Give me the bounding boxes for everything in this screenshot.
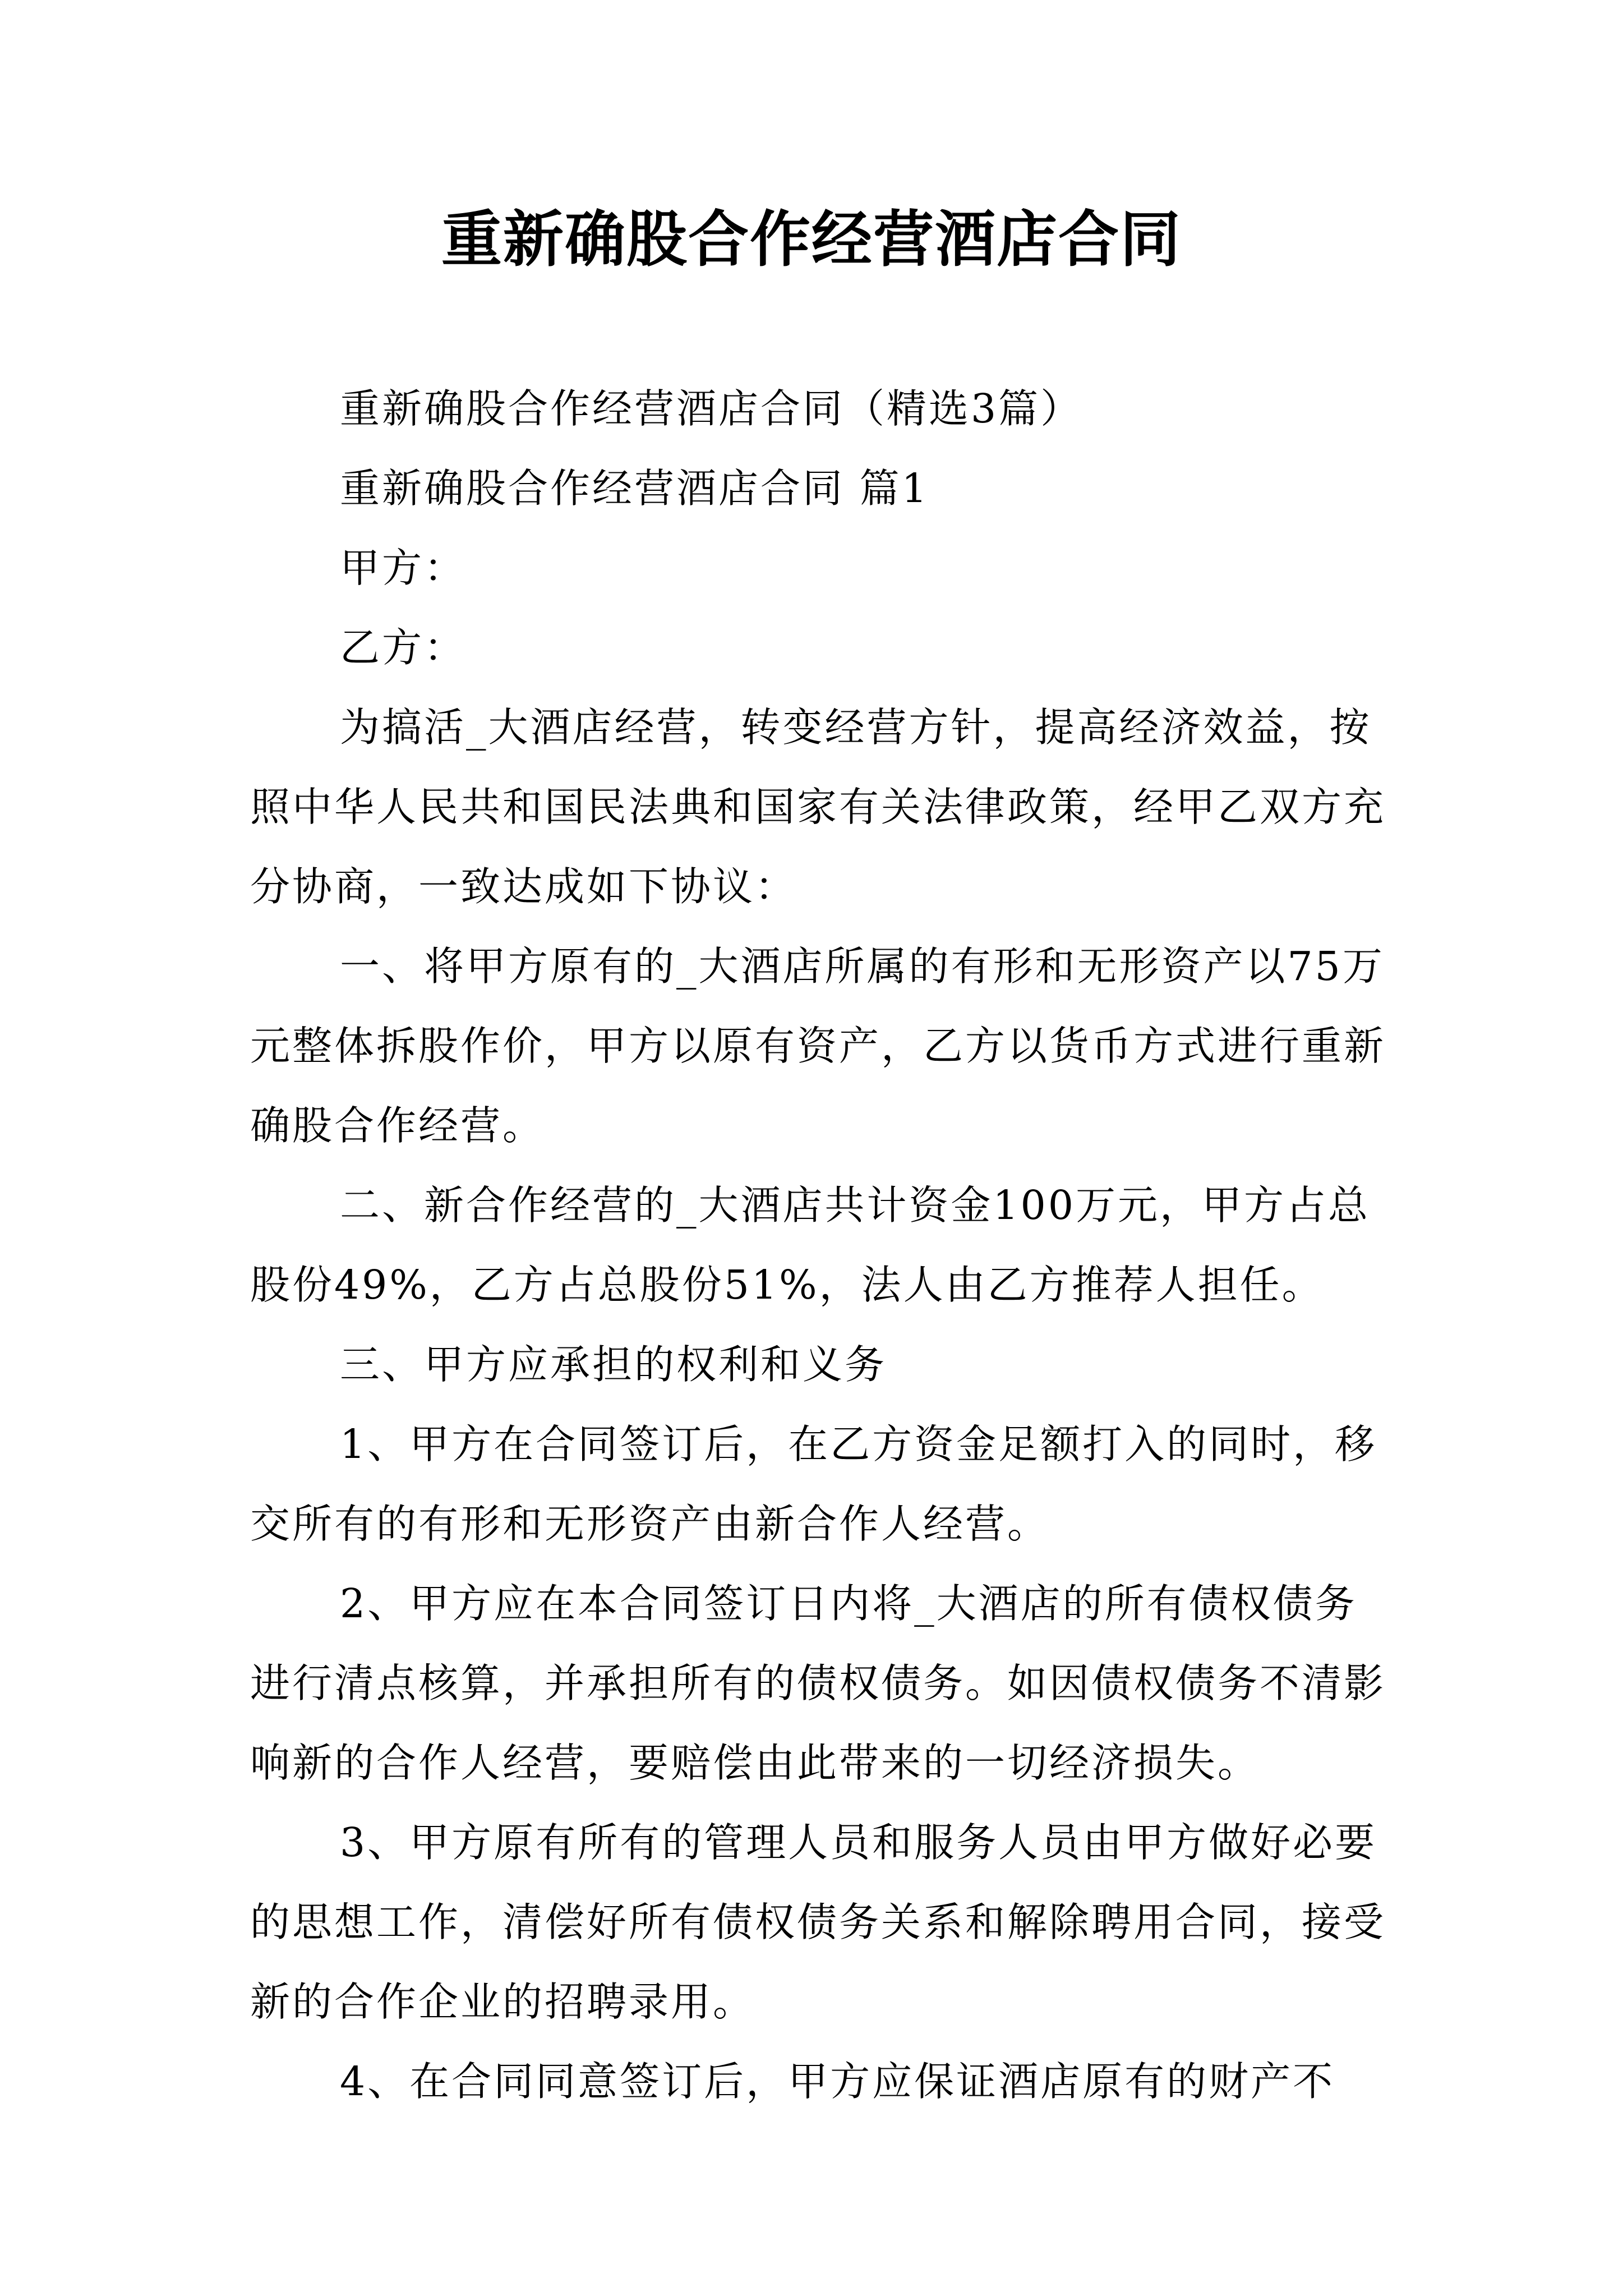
preamble-paragraph: 为搞活_大酒店经营，转变经营方针，提高经济效益，按照中华人民共和国民法典和国家有关法律政策，经甲乙双方充分协商，一致达成如下协议： (250, 704, 1386, 910)
party-b-line: 乙方： (340, 624, 467, 671)
subtitle-paragraph: 重新确股合作经营酒店合同（精选3篇） (340, 385, 1083, 432)
clause-3-item-1: 1、甲方在合同签订后，在乙方资金足额打入的同时，移交所有的有形和无形资产由新合作人经营。 (250, 1421, 1377, 1547)
clause-3-item-2: 2、甲方应在本合同签订日内将_大酒店的所有债权债务进行清点核算，并承担所有的债权债务。如因债权债务不清影响新的合作人经营，要赔偿由此带来的一切经济损失。 (250, 1580, 1386, 1786)
section-heading: 重新确股合作经营酒店合同 篇1 (340, 465, 929, 512)
document-title: 重新确股合作经营酒店合同 (441, 204, 1182, 275)
clause-3-item-4: 4、在合同同意签订后，甲方应保证酒店原有的财产不 (340, 2058, 1335, 2105)
clause-1-paragraph: 一、将甲方原有的_大酒店所属的有形和无形资产以75万元整体拆股作价，甲方以原有资产，乙方以货币方式进行重新确股合作经营。 (250, 943, 1386, 1149)
document-body (250, 369, 1394, 2122)
clause-2-paragraph: 二、新合作经营的_大酒店共计资金100万元，甲方占总股份49%，乙方占总股份51%，法人由乙方推荐人担任。 (250, 1182, 1371, 1308)
party-a-line: 甲方： (340, 545, 467, 591)
clause-3-heading: 三、甲方应承担的权利和义务 (340, 1341, 887, 1388)
clause-3-item-3: 3、甲方原有所有的管理人员和服务人员由甲方做好必要的思想工作，清偿好所有债权债务关系和解除聘用合同，接受新的合作企业的招聘录用。 (250, 1819, 1386, 2025)
